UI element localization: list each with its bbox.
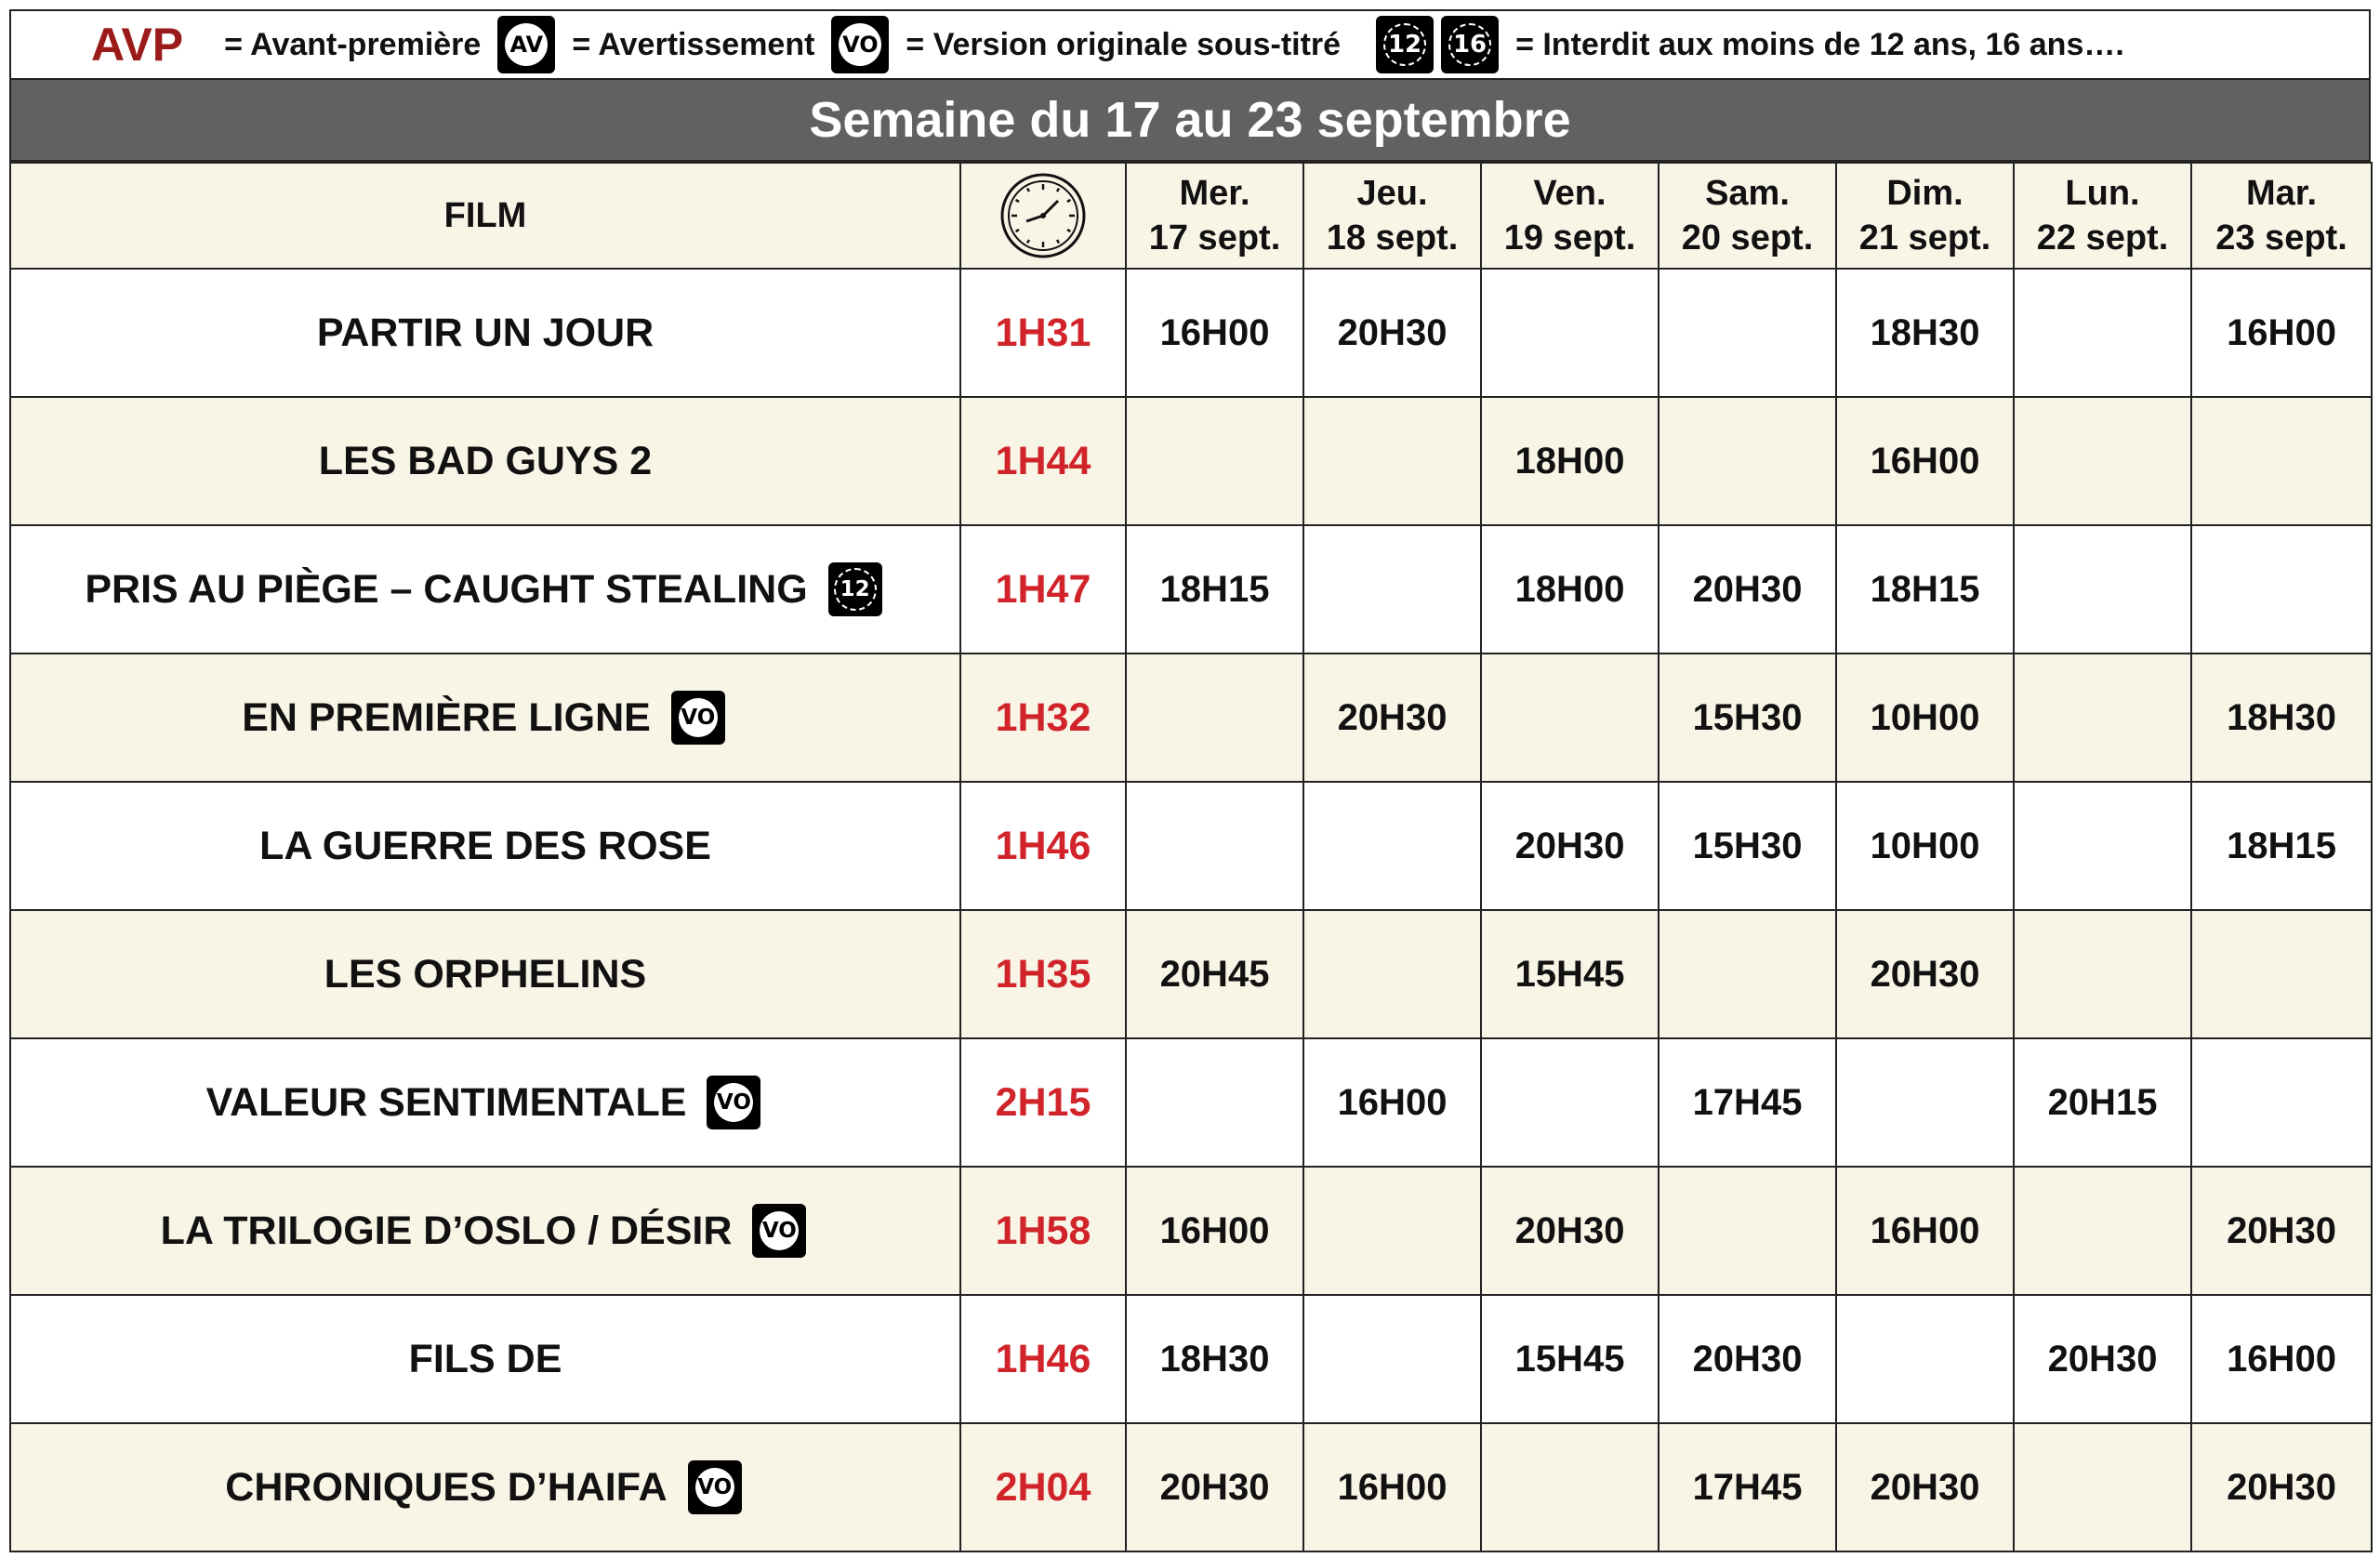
showtime-cell: 18H00 [1481,397,1659,525]
showtime-cell [1481,1038,1659,1167]
showtime-cell [1659,269,1836,397]
film-title-cell [10,525,960,654]
film-title-cell [10,1423,960,1551]
showtime-cell [1659,910,1836,1038]
showtime-cell [1303,1295,1481,1423]
showtime-cell [1126,654,1303,782]
showtime-cell [2191,397,2372,525]
showtime-cell: 20H30 [2014,1295,2191,1423]
showtime-cell: 18H30 [2191,654,2372,782]
showtime-cell: 18H30 [1126,1295,1303,1423]
film-title-cell [10,654,960,782]
film-title-cell [10,269,960,397]
showtime-cell [1836,1038,2014,1167]
showtime-cell [2014,525,2191,654]
showtime-cell: 20H15 [2014,1038,2191,1167]
table-header-row [10,163,2372,269]
vo-badge-icon: VO [752,1204,806,1258]
day-header-tue: Mar. 23 sept. [2191,163,2372,269]
showtime-cell: 20H30 [2191,1167,2372,1295]
showtime-cell: 20H30 [1659,525,1836,654]
clock-icon [998,171,1088,260]
film-title-cell [10,910,960,1038]
showtime-cell: 15H45 [1481,1295,1659,1423]
showtime-cell [1481,269,1659,397]
age-16-badge-icon: 16 [1441,16,1499,73]
showtime-cell [2014,654,2191,782]
schedule-table [9,162,2373,1552]
table-row [10,525,2372,654]
day-header-wed: Mer. 17 sept. [1126,163,1303,269]
table-row [10,1167,2372,1295]
showtime-cell [2014,269,2191,397]
showtime-cell [2191,1038,2372,1167]
film-duration: 1H44 [960,397,1126,525]
vo-badge-icon: VO [688,1460,742,1514]
avp-label: AVP [91,19,184,71]
day-header-sun: Dim. 21 sept. [1836,163,2014,269]
table-row [10,654,2372,782]
showtime-cell: 18H00 [1481,525,1659,654]
showtime-cell: 10H00 [1836,782,2014,910]
showtime-cell: 20H30 [1836,1423,2014,1551]
showtime-cell [1303,1167,1481,1295]
showtime-cell [2191,910,2372,1038]
showtime-cell: 16H00 [1303,1423,1481,1551]
day-header-mon: Lun. 22 sept. [2014,163,2191,269]
avp-legend-text: = Avant-première [224,26,482,62]
showtime-cell: 18H30 [1836,269,2014,397]
film-title-cell [10,782,960,910]
showtime-cell: 16H00 [2191,1295,2372,1423]
film-title: EN PREMIÈRE LIGNE [242,694,651,740]
age-12-badge-icon: 12 [1376,16,1434,73]
showtime-cell: 20H30 [1303,269,1481,397]
age-legend-text: = Interdit aux moins de 12 ans, 16 ans…. [1515,26,2124,62]
showtime-cell [2014,397,2191,525]
film-duration: 1H46 [960,782,1126,910]
day-header-sat: Sam. 20 sept. [1659,163,1836,269]
av-badge-icon: AV [497,16,555,73]
showtime-cell: 16H00 [1126,269,1303,397]
age-12-badge-icon: 12 [828,562,882,616]
showtime-cell [1303,525,1481,654]
showtime-cell [1126,782,1303,910]
film-title: LA GUERRE DES ROSE [259,823,711,868]
showtime-cell [1126,397,1303,525]
film-title: PRIS AU PIÈGE – CAUGHT STEALING [85,566,808,612]
showtime-cell [1303,782,1481,910]
duration-column-header [960,163,1126,269]
showtime-cell [1836,1295,2014,1423]
showtime-cell [1659,397,1836,525]
showtime-cell: 20H30 [1126,1423,1303,1551]
table-row [10,782,2372,910]
showtime-cell: 20H30 [1659,1295,1836,1423]
day-header-fri: Ven. 19 sept. [1481,163,1659,269]
film-column-header: FILM [10,163,960,269]
film-duration: 2H15 [960,1038,1126,1167]
showtime-cell: 20H30 [1303,654,1481,782]
film-duration: 1H32 [960,654,1126,782]
av-legend-text: = Avertissement [572,26,815,62]
legend-bar [9,9,2371,78]
showtime-cell: 16H00 [1836,397,2014,525]
film-title: LES BAD GUYS 2 [318,438,653,483]
showtime-cell [1303,397,1481,525]
week-title: Semaine du 17 au 23 septembre [9,78,2371,162]
film-title: LES ORPHELINS [324,951,647,997]
showtime-cell: 20H30 [1481,1167,1659,1295]
showtime-cell [1481,654,1659,782]
film-duration: 1H35 [960,910,1126,1038]
showtime-cell [1303,910,1481,1038]
film-duration: 1H58 [960,1167,1126,1295]
table-row [10,269,2372,397]
showtime-cell: 18H15 [2191,782,2372,910]
showtime-cell: 20H30 [1481,782,1659,910]
film-title-cell [10,1295,960,1423]
showtime-cell: 20H30 [2191,1423,2372,1551]
showtime-cell [1481,1423,1659,1551]
film-duration: 1H46 [960,1295,1126,1423]
showtime-cell: 16H00 [1126,1167,1303,1295]
showtime-cell [1126,1038,1303,1167]
vo-badge-icon: VO [707,1076,760,1129]
showtime-cell: 16H00 [1836,1167,2014,1295]
showtime-cell: 20H30 [1836,910,2014,1038]
showtime-cell: 16H00 [2191,269,2372,397]
showtime-cell: 15H45 [1481,910,1659,1038]
showtime-cell [2014,1423,2191,1551]
showtime-cell [2191,525,2372,654]
day-header-thu: Jeu. 18 sept. [1303,163,1481,269]
showtime-cell: 18H15 [1836,525,2014,654]
film-title: FILS DE [408,1336,562,1381]
table-row [10,397,2372,525]
showtime-cell: 15H30 [1659,654,1836,782]
table-row [10,1295,2372,1423]
film-duration: 1H31 [960,269,1126,397]
showtime-cell: 16H00 [1303,1038,1481,1167]
showtime-cell: 18H15 [1126,525,1303,654]
film-title: VALEUR SENTIMENTALE [205,1079,687,1125]
film-title-cell [10,1167,960,1295]
vo-badge-icon: VO [671,691,725,745]
showtime-cell [2014,910,2191,1038]
showtime-cell [2014,782,2191,910]
vo-legend-text: = Version originale sous-titré [906,26,1342,62]
table-row [10,1038,2372,1167]
showtime-cell: 17H45 [1659,1038,1836,1167]
film-title-cell [10,397,960,525]
vo-badge-icon: VO [831,16,889,73]
showtime-cell [2014,1167,2191,1295]
showtime-cell: 20H45 [1126,910,1303,1038]
film-title: CHRONIQUES D’HAIFA [225,1464,668,1510]
table-row [10,1423,2372,1551]
film-title: LA TRILOGIE D’OSLO / DÉSIR [160,1208,733,1253]
showtime-cell: 15H30 [1659,782,1836,910]
film-duration: 2H04 [960,1423,1126,1551]
showtime-cell: 17H45 [1659,1423,1836,1551]
showtime-cell [1659,1167,1836,1295]
film-title-cell [10,1038,960,1167]
film-title: PARTIR UN JOUR [316,310,654,355]
film-duration: 1H47 [960,525,1126,654]
showtime-cell: 10H00 [1836,654,2014,782]
table-row [10,910,2372,1038]
